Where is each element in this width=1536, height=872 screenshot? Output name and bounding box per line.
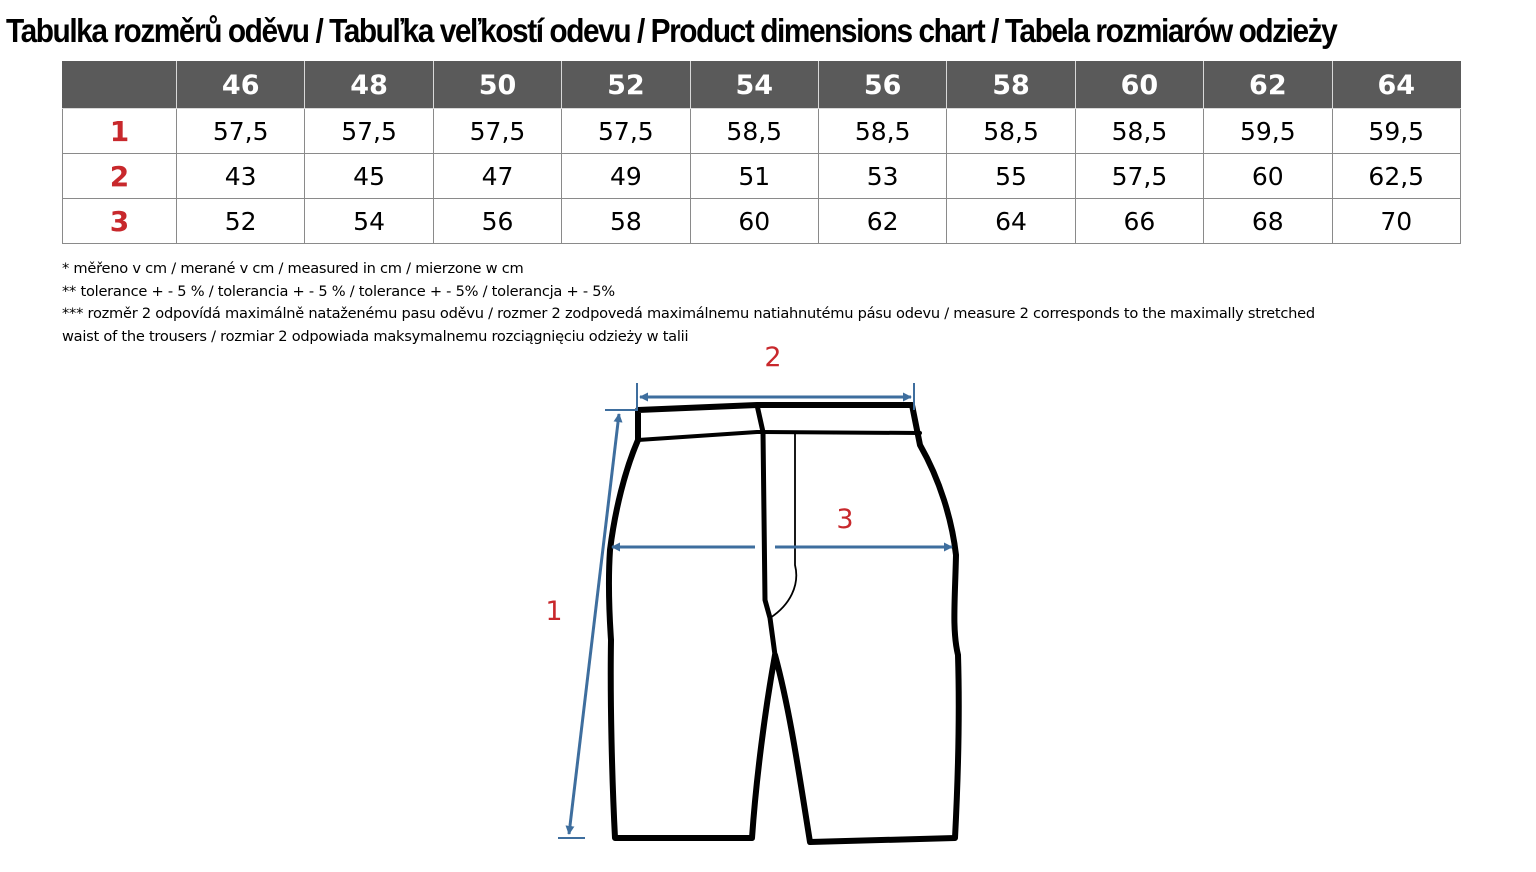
size-header-46: 46 [177,62,305,109]
shorts-outline [609,405,959,842]
size-header-48: 48 [305,62,433,109]
table-cell: 47 [433,154,561,199]
table-cell: 52 [177,199,305,244]
table-cell: 58,5 [690,109,818,154]
size-header-62: 62 [1204,62,1332,109]
table-cell: 60 [690,199,818,244]
size-header-58: 58 [947,62,1075,109]
table-cell: 66 [1075,199,1203,244]
table-cell: 64 [947,199,1075,244]
table-cell: 68 [1204,199,1332,244]
measure-lines [558,383,952,838]
table-cell: 49 [562,154,690,199]
page-title: Tabulka rozměrů oděvu / Tabuľka veľkostí odevu / Product dimensions chart / Tabela rozmiarów odzieży [6,12,1337,49]
size-header-54: 54 [690,62,818,109]
table-cell: 57,5 [433,109,561,154]
footnote-units: * měřeno v cm / merané v cm / measured in cm / mierzone w cm [62,260,524,277]
size-header-64: 64 [1332,62,1460,109]
table-cell: 59,5 [1204,109,1332,154]
table-cell: 45 [305,154,433,199]
table-cell: 57,5 [305,109,433,154]
waistband-line [638,432,920,440]
table-cell: 60 [1204,154,1332,199]
table-cell: 56 [433,199,561,244]
size-header-50: 50 [433,62,561,109]
table-cell: 55 [947,154,1075,199]
table-cell: 54 [305,199,433,244]
table-cell: 51 [690,154,818,199]
table-cell: 58,5 [947,109,1075,154]
footnote-tolerance: ** tolerance + - 5 % / tolerancia + - 5 % / tolerance + - 5% / tolerancja + - 5% [62,282,615,300]
table-cell: 58,5 [818,109,946,154]
size-header-60: 60 [1075,62,1203,109]
zipper-line [770,433,796,618]
width-measure-label: 3 [836,504,854,535]
length-measure-label: 1 [545,596,563,627]
row-label-3: 3 [63,199,177,244]
table-cell: 62,5 [1332,154,1460,199]
table-cell: 57,5 [177,109,305,154]
table-cell: 57,5 [1075,154,1203,199]
table-cell: 70 [1332,199,1460,244]
table-cell: 53 [818,154,946,199]
shorts-body-outline [609,405,959,842]
table-cell: 62 [818,199,946,244]
table-cell: 58,5 [1075,109,1203,154]
table-cell: 59,5 [1332,109,1460,154]
row-label-1: 1 [63,109,177,154]
footnote-measure-2-continued: waist of the trousers / rozmiar 2 odpowiada maksymalnemu rozciągnięciu odzieży w talii [62,327,689,345]
table-cell: 57,5 [562,109,690,154]
waist-measure-label: 2 [764,342,782,373]
size-header-52: 52 [562,62,690,109]
size-header-56: 56 [818,62,946,109]
footnote-measure-2: *** rozměr 2 odpovídá maximálně nataženému pasu oděvu / rozmer 2 zodpovedá maximálnemu natiahnutému pásu odevu / measure 2 corresponds to the maximally stretched [62,305,1315,322]
table-cell: 58 [562,199,690,244]
table-cell: 43 [177,154,305,199]
row-label-2: 2 [63,154,177,199]
